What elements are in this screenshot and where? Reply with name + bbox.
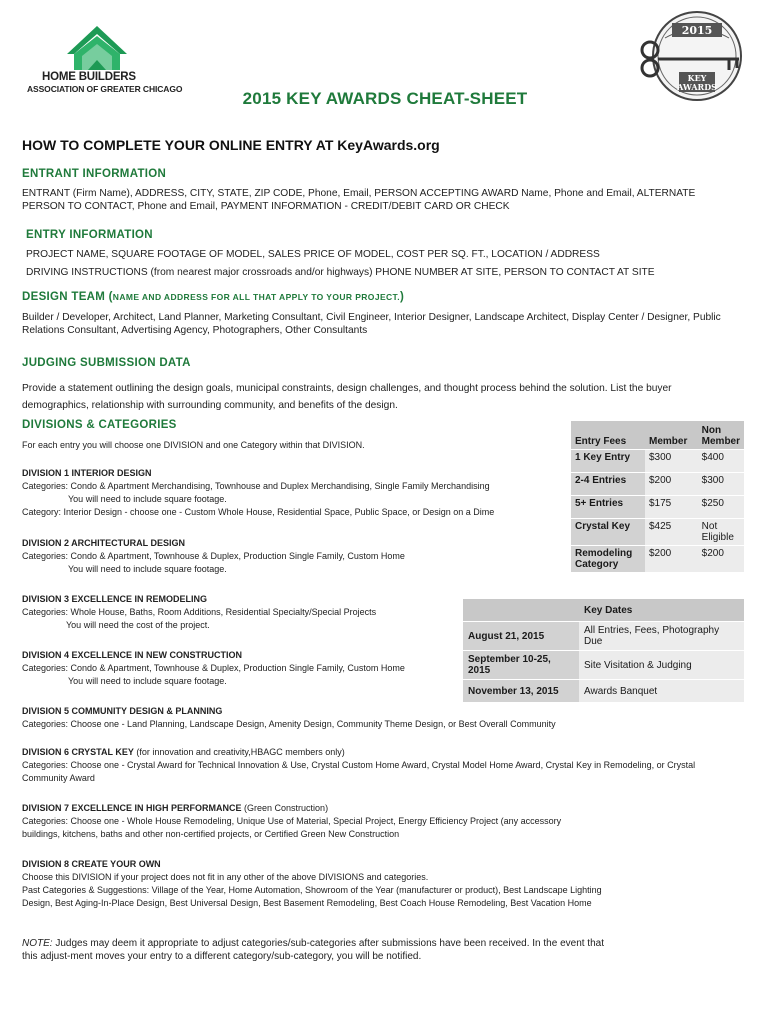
how-to-heading: HOW TO COMPLETE YOUR ONLINE ENTRY AT KeyAwards.org: [22, 137, 440, 153]
division-6: [22, 746, 712, 785]
design-team-text: Builder / Developer, Architect, Land Planner, Marketing Consultant, Civil Engineer, Interior Designer, Landscape Architect, Display Center / Designer, Public Relations Consultant, Advertising Agency, Photographers, Other Consultants: [22, 312, 721, 337]
fee-label: 5+ Entries: [571, 496, 645, 519]
fee-non-member: $400: [698, 450, 744, 473]
key-dates-table: [463, 599, 744, 703]
fee-label: 2-4 Entries: [571, 473, 645, 496]
design-team-subheading: NAME AND ADDRESS FOR ALL THAT APPLY TO YOUR PROJECT.: [112, 292, 400, 302]
table-row: [571, 450, 744, 473]
org-name-line1: HOME BUILDERS: [42, 71, 136, 83]
division-2-note: You will need to include square footage.: [68, 564, 227, 574]
fee-non-member: $300: [698, 473, 744, 496]
division-5-title: DIVISION 5 COMMUNITY DESIGN & PLANNING: [22, 706, 223, 716]
division-7-categories: Categories: Choose one - Whole House Remodeling, Unique Use of Material, Special Project, Energy Efficiency Project (any accessory buildings, kitchens, baths and other non-certified projects, or Certified Green New Construction: [22, 816, 562, 839]
fee-member: $200: [645, 473, 698, 496]
entry-heading: ENTRY INFORMATION: [26, 229, 153, 241]
org-name-line2: ASSOCIATION OF GREATER CHICAGO: [27, 84, 183, 94]
division-8: [22, 858, 602, 910]
division-4-categories: Categories: Condo & Apartment, Townhouse & Duplex, Production Single Family, Custom Home: [22, 663, 405, 673]
dates-header: Key Dates: [579, 599, 744, 622]
entry-fees-table: [571, 421, 744, 573]
division-3: [22, 593, 462, 632]
entry-line2: DRIVING INSTRUCTIONS (from nearest major crossroads and/or highways) PHONE NUMBER AT SITE, PERSON TO CONTACT AT SITE: [26, 267, 655, 278]
division-7-title: DIVISION 7 EXCELLENCE IN HIGH PERFORMANCE: [22, 803, 242, 813]
fees-header-row: [571, 421, 744, 450]
table-row: [463, 622, 744, 651]
division-3-note: You will need the cost of the project.: [66, 620, 210, 630]
note-text: Judges may deem it appropriate to adjust categories/sub-categories after submissions have been received. In the event that this adjust-ment moves your entry to a different category/sub-category, you will be notified.: [22, 938, 604, 963]
entry-line1: PROJECT NAME, SQUARE FOOTAGE OF MODEL, SALES PRICE OF MODEL, COST PER SQ. FT., LOCATION / ADDRESS: [26, 249, 600, 260]
division-8-title: DIVISION 8 CREATE YOUR OWN: [22, 859, 161, 869]
entrant-heading: ENTRANT INFORMATION: [22, 168, 167, 180]
division-1-category-interior: Category: Interior Design - choose one - Custom Whole House, Residential Space, Public Space, or Design on a Dime: [22, 507, 495, 517]
event-cell: Site Visitation & Judging: [579, 651, 744, 680]
hbagc-logo: [22, 24, 183, 98]
house-logo-icon: [22, 24, 172, 72]
divisions-heading: DIVISIONS & CATEGORIES: [22, 419, 177, 431]
event-cell: Awards Banquet: [579, 680, 744, 703]
table-row: [571, 546, 744, 573]
fee-member: $425: [645, 519, 698, 546]
division-4-title: DIVISION 4 EXCELLENCE IN NEW CONSTRUCTION: [22, 650, 243, 660]
page-title: 2015 KEY AWARDS CHEAT-SHEET: [242, 89, 528, 108]
fee-member: $200: [645, 546, 698, 573]
fee-label: Remodeling Category: [571, 546, 645, 573]
date-cell: August 21, 2015: [463, 622, 579, 651]
fee-non-member: Not Eligible: [698, 519, 744, 546]
division-1-note: You will need to include square footage.: [68, 494, 227, 504]
division-8-suggestions: Past Categories & Suggestions: Village of the Year, Home Automation, Showroom of the Year (manufacturer or product), Best Landscape Lighting Design, Best Aging-In-Place Design, Best Universal Design, Best Basement Remodeling, Best Coach House Remodeling, Best Vacation Home: [22, 885, 602, 908]
table-row: [571, 473, 744, 496]
division-2-title: DIVISION 2 ARCHITECTURAL DESIGN: [22, 538, 186, 548]
division-6-title: DIVISION 6 CRYSTAL KEY: [22, 747, 134, 757]
design-team-heading-close: ): [399, 291, 405, 303]
fee-non-member: $250: [698, 496, 744, 519]
fees-header-non-member: Non Member: [698, 421, 744, 450]
date-cell: September 10-25, 2015: [463, 651, 579, 680]
table-row: [571, 496, 744, 519]
division-6-categories: Categories: Choose one - Crystal Award for Technical Innovation & Use, Crystal Custom Home Award, Crystal Model Home Award, Crystal Key in Remodeling, or Crystal Community Award: [22, 760, 696, 783]
divisions-intro: For each entry you will choose one DIVISION and one Category within that DIVISION.: [22, 440, 365, 450]
table-row: [463, 651, 744, 680]
division-1: [22, 467, 542, 519]
fee-non-member: $200: [698, 546, 744, 573]
division-4-note: You will need to include square footage.: [68, 676, 227, 686]
division-2-categories: Categories: Condo & Apartment, Townhouse & Duplex, Production Single Family, Custom Home: [22, 551, 405, 561]
seal-year: 2015: [681, 24, 713, 37]
table-row: [571, 519, 744, 546]
seal-line2: AWARDS: [677, 82, 717, 92]
division-4: [22, 649, 462, 688]
division-6-title-note: (for innovation and creativity,HBAGC members only): [133, 747, 345, 757]
fee-label: 1 Key Entry: [571, 450, 645, 473]
division-8-intro: Choose this DIVISION if your project does not fit in any other of the above DIVISIONS and categories.: [22, 872, 429, 882]
division-1-categories: Categories: Condo & Apartment Merchandising, Townhouse and Duplex Merchandising, Single Family Merchandising: [22, 481, 490, 491]
division-7-title-note: (Green Construction): [241, 803, 329, 813]
division-7: [22, 802, 582, 841]
dates-header-blank: [463, 599, 579, 622]
division-5: [22, 705, 742, 731]
fee-member: $175: [645, 496, 698, 519]
seal-line1: KEY: [687, 73, 707, 83]
division-3-categories: Categories: Whole House, Baths, Room Additions, Residential Specialty/Special Projects: [22, 607, 377, 617]
design-team-heading: [22, 291, 404, 303]
dates-header-row: [463, 599, 744, 622]
date-cell: November 13, 2015: [463, 680, 579, 703]
judging-text: Provide a statement outlining the design goals, municipal constraints, design challenges, and thought process behind the solution. List the buyer demographics, relationship with surrounding community, and benefits of the design.: [22, 383, 672, 411]
design-team-heading-main: DESIGN TEAM (: [22, 291, 113, 303]
table-row: [463, 680, 744, 703]
division-1-title: DIVISION 1 INTERIOR DESIGN: [22, 468, 152, 478]
entrant-text: ENTRANT (Firm Name), ADDRESS, CITY, STATE, ZIP CODE, Phone, Email, PERSON ACCEPTING AWARD Name, Phone and Email, ALTERNATE PERSON TO CONTACT, Phone and Email, PAYMENT INFORMATION - CREDIT/DEBIT CARD OR CHECK: [22, 188, 696, 213]
division-3-title: DIVISION 3 EXCELLENCE IN REMODELING: [22, 594, 208, 604]
fee-member: $300: [645, 450, 698, 473]
division-2: [22, 537, 542, 576]
event-cell: All Entries, Fees, Photography Due: [579, 622, 744, 651]
judges-note: [22, 937, 622, 964]
division-5-categories: Categories: Choose one - Land Planning, Landscape Design, Amenity Design, Community Theme Design, or Best Overall Community: [22, 719, 556, 729]
judging-heading: JUDGING SUBMISSION DATA: [22, 357, 191, 369]
note-label: NOTE:: [22, 938, 53, 949]
fees-header-member: Member: [645, 421, 698, 450]
fee-label: Crystal Key: [571, 519, 645, 546]
fees-header-entry: Entry Fees: [571, 421, 645, 450]
